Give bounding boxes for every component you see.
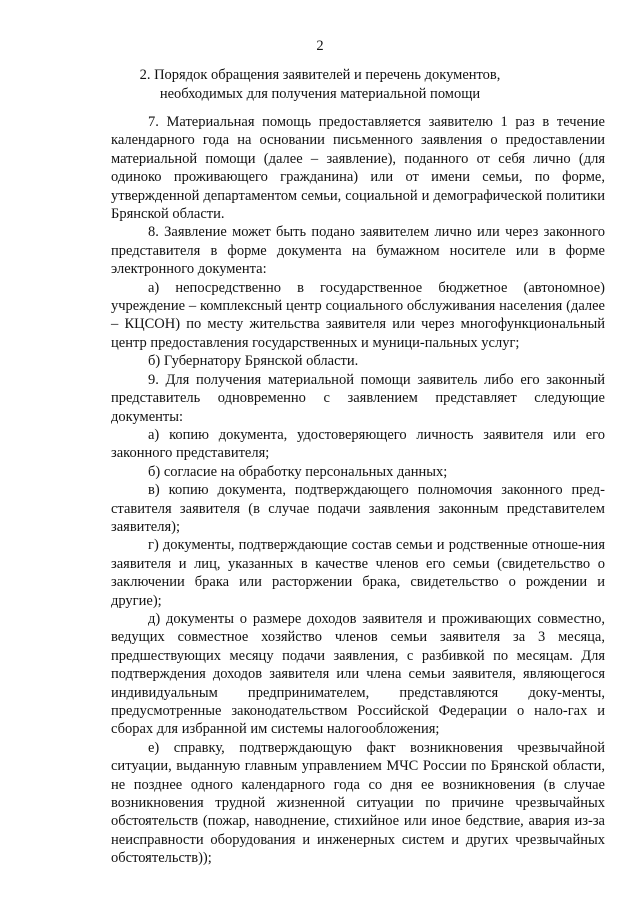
page-number: 2 [316,38,324,54]
paragraph-item-9v: в) копию документа, подтверждающего полномочия законного пред-ставителя заявителя (в случае подачи заявления законным представителем заявителя); [111,482,605,535]
paragraph-item-8a: а) непосредственно в государственное бюджетное (автономное) учреждение – комплексный центр социального обслуживания населения (далее – КЦСОН) по месту жительства заявителя или через многофункциональный центр предоставления государственных и муници-пальных услуг; [111,279,605,351]
paragraph-item-9: 9. Для получения материальной помощи заявитель либо его законный представитель одновременно с заявлением представляет следующие документы: [111,371,605,425]
paragraph-item-9b: б) согласие на обработку персональных данных; [148,463,448,480]
paragraph-item-9a: а) копию документа, удостоверяющего личность заявителя или его законного представителя; [111,426,605,462]
paragraph-item-8: 8. Заявление может быть подано заявителем лично или через законного представителя в форме документа на бумажном носителе или в форме электронного документа: [111,224,605,278]
paragraph-item-9d: д) документы о размере доходов заявителя и проживающих совместно, ведущих совместное хозяйство членов семьи заявителя за 3 месяца, предшествующих месяцу подачи заявления, с разбивкой по месяцам. Для подтверждения доходов заявителя или члена семьи заявителя, являющегося индивидуальным предпринимателем, представляются доку-менты, предусмотренные законодательством Российской Федерации о нало-гах и сборах для избранной им системы налогообложения; [111,610,605,738]
paragraph-item-9e: е) справку, подтверждающую факт возникновения чрезвычайной ситуации, выданную главным управлением МЧС России по Брянской области, не позднее одного календарного года со дня ее возникновения (в случае возникновения трудной жизненной ситуации по причине чрезвычайных обстоятельств (пожар, наводнение, стихийное или иное бедствие, авария из-за неисправности оборудования и инженерных систем и других чрезвычайных обстоятельств)); [111,739,605,867]
paragraph-item-7: 7. Материальная помощь предоставляется заявителю 1 раз в течение календарного года на основании письменного заявления о предоставлении материальной помощи (далее – заявление), поданного от себя лично (для одиноко проживающего гражданина) или от имени семьи, по форме, утвержденной департаментом семьи, социальной и демографической политики Брянской области. [111,114,605,223]
document-body [111,113,605,868]
paragraph-item-9g: г) документы, подтверждающие состав семьи и родственные отноше-ния заявителя и лиц, указанных в качестве членов его семьи (свидетельство о заключении брака или расторжении брака, свидетельство о рождении и другие); [111,537,605,609]
paragraph-item-8b: б) Губернатору Брянской области. [148,353,359,370]
section-heading-line-1: 2. Порядок обращения заявителей и перечень документов, [139,67,501,83]
section-heading [110,66,530,104]
section-heading-line-2: необходимых для получения материальной помощи [159,86,481,102]
